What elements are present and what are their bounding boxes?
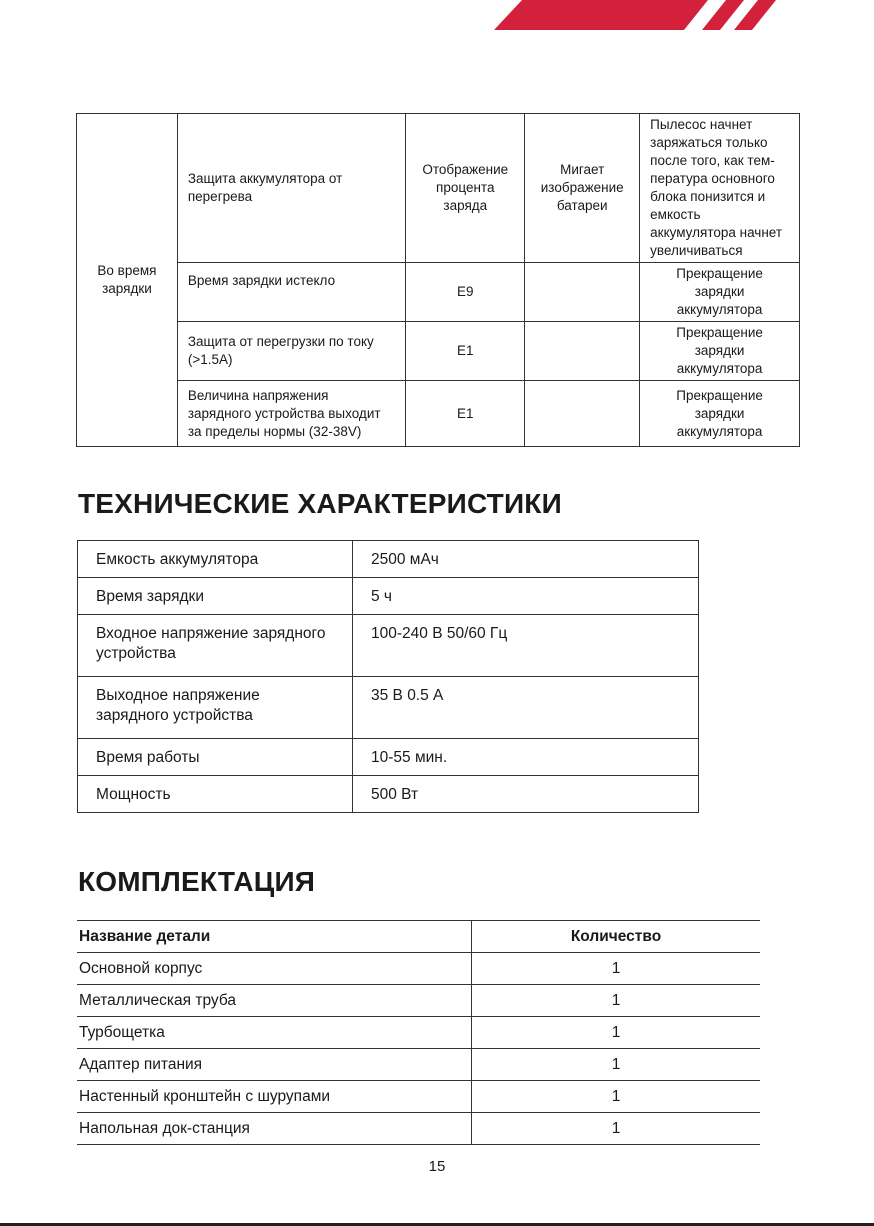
spec-value: 10-55 мин. [353,739,699,776]
error-description: Защита от перегрузки по току (>1.5A) [177,322,405,381]
table-row [78,776,699,813]
table-row [77,1081,760,1113]
part-qty: 1 [472,985,761,1017]
part-qty: 1 [472,953,761,985]
spec-name: Емкость аккумулятора [78,541,353,578]
table-row [78,739,699,776]
red-band-shape [494,0,708,30]
display-indication: E1 [406,381,525,447]
table-row [77,114,800,263]
spec-name: Выходное напряжение зарядного устройства [78,677,353,739]
indicator-state [525,322,640,381]
error-description: Время зарядки истекло [177,263,405,322]
device-action: Прекращение зарядки аккумулятора [640,263,800,322]
table-row [78,541,699,578]
table-row [77,1113,760,1145]
table-row [77,263,800,322]
table-header-row [77,921,760,953]
device-action: Прекращение зарядки аккумулятора [640,322,800,381]
spec-value: 35 В 0.5 А [353,677,699,739]
column-header-qty: Количество [472,921,761,953]
column-header-name: Название детали [77,921,472,953]
display-indication: E9 [406,263,525,322]
table-row [78,677,699,739]
part-qty: 1 [472,1113,761,1145]
charging-error-table [76,113,800,447]
spec-name: Время зарядки [78,578,353,615]
spec-name: Время работы [78,739,353,776]
table-row [77,953,760,985]
kit-table [77,920,760,1145]
spec-value: 500 Вт [353,776,699,813]
header-stripes-decoration [0,0,874,40]
table-row [77,1049,760,1081]
spec-value: 2500 мАч [353,541,699,578]
table-row [77,1017,760,1049]
error-description: Защита аккумулятора от перегрева [177,114,405,263]
part-name: Основной корпус [77,953,472,985]
condition-cell: Во время зарядки [77,114,178,447]
table-row [77,985,760,1017]
display-indication: E1 [406,322,525,381]
tech-specs-table [77,540,699,813]
table-row [78,578,699,615]
part-name: Турбощетка [77,1017,472,1049]
page-number: 15 [428,1158,446,1175]
indicator-state [525,263,640,322]
display-indication: Отображение процента заряда [406,114,525,263]
table-row [77,381,800,447]
part-name: Адаптер питания [77,1049,472,1081]
part-qty: 1 [472,1049,761,1081]
kit-title: КОМПЛЕКТАЦИЯ [78,866,316,897]
device-action: Прекращение зарядки аккумулятора [640,381,800,447]
part-name: Настенный кронштейн с шурупами [77,1081,472,1113]
spec-name: Мощность [78,776,353,813]
part-qty: 1 [472,1081,761,1113]
indicator-state: Мигает изображение батареи [525,114,640,263]
part-name: Напольная док-станция [77,1113,472,1145]
indicator-state [525,381,640,447]
part-qty: 1 [472,1017,761,1049]
part-name: Металлическая труба [77,985,472,1017]
table-row [78,615,699,677]
tech-specs-title: ТЕХНИЧЕСКИЕ ХАРАКТЕРИСТИКИ [78,488,562,519]
spec-value: 100-240 В 50/60 Гц [353,615,699,677]
table-row [77,322,800,381]
device-action: Пылесос начнет заряжаться только после того, как тем-пература основного блока понизится и емкость аккумулятора начнет увеличиваться [640,114,800,263]
spec-name: Входное напряжение зарядного устройства [78,615,353,677]
error-description: Величина напряжения зарядного устройства выходит за пределы нормы (32-38V) [177,381,405,447]
spec-value: 5 ч [353,578,699,615]
